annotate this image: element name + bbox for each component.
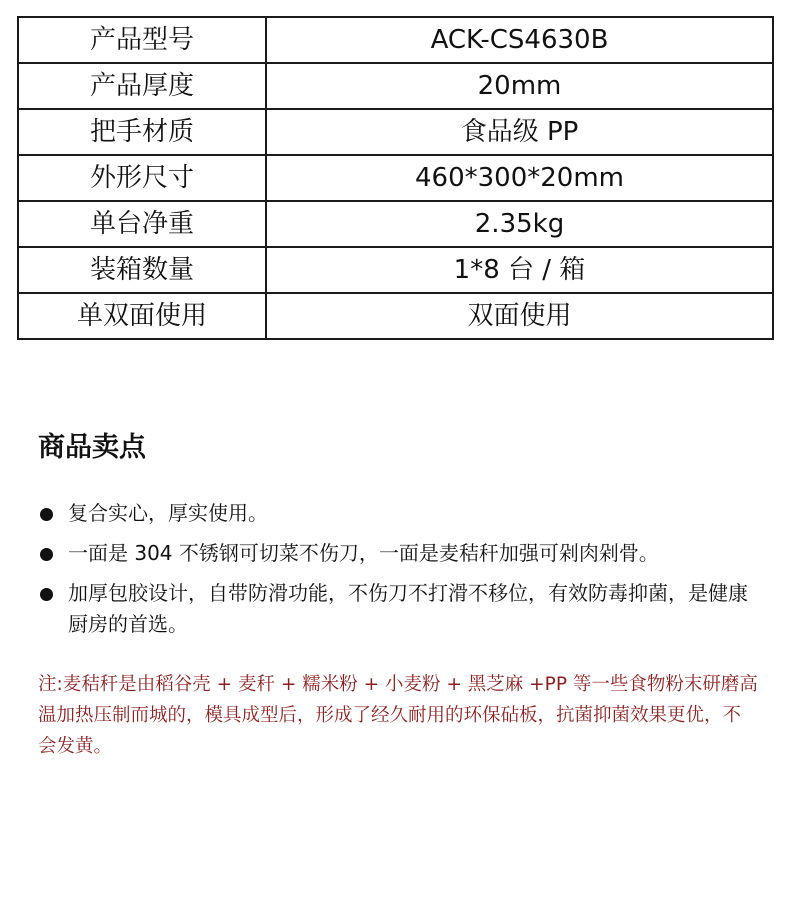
spec-row-dimensions (18, 155, 773, 201)
list-item (38, 578, 760, 640)
spec-value: 20mm (266, 63, 773, 109)
selling-points-list (38, 498, 760, 649)
list-item (38, 498, 760, 529)
bullet-dot-icon (40, 508, 53, 521)
spec-value: 1*8 台 / 箱 (266, 247, 773, 293)
selling-points-title: 商品卖点 (38, 432, 146, 463)
spec-label: 单双面使用 (18, 293, 266, 339)
spec-value: 2.35kg (266, 201, 773, 247)
bullet-dot-icon (40, 588, 53, 601)
spec-label: 单台净重 (18, 201, 266, 247)
spec-value: 双面使用 (266, 293, 773, 339)
selling-point-text: 一面是 304 不锈钢可切菜不伤刀，一面是麦秸秆加强可剁肉剁骨。 (68, 541, 659, 565)
spec-label: 产品型号 (18, 17, 266, 63)
spec-label: 把手材质 (18, 109, 266, 155)
spec-row-sides (18, 293, 773, 339)
spec-row-handle-material (18, 109, 773, 155)
selling-point-text: 加厚包胶设计，自带防滑功能，不伤刀不打滑不移位，有效防毒抑菌，是健康厨房的首选。 (68, 581, 748, 636)
spec-value: ACK-CS4630B (266, 17, 773, 63)
spec-label: 装箱数量 (18, 247, 266, 293)
material-note: 注:麦秸秆是由稻谷壳 + 麦秆 + 糯米粉 + 小麦粉 + 黑芝麻 +PP 等一些食物粉末研磨高温加热压制而城的，模具成型后，形成了经久耐用的环保砧板，抗菌抑菌效果更优，不会发黄。 (38, 674, 758, 757)
spec-value: 460*300*20mm (266, 155, 773, 201)
spec-row-model (18, 17, 773, 63)
spec-label: 产品厚度 (18, 63, 266, 109)
spec-value: 食品级 PP (266, 109, 773, 155)
spec-row-packing-quantity (18, 247, 773, 293)
spec-label: 外形尺寸 (18, 155, 266, 201)
selling-point-text: 复合实心，厚实使用。 (68, 501, 268, 525)
spec-row-thickness (18, 63, 773, 109)
list-item (38, 538, 760, 569)
bullet-dot-icon (40, 548, 53, 561)
spec-row-net-weight (18, 201, 773, 247)
spec-table (17, 16, 774, 340)
